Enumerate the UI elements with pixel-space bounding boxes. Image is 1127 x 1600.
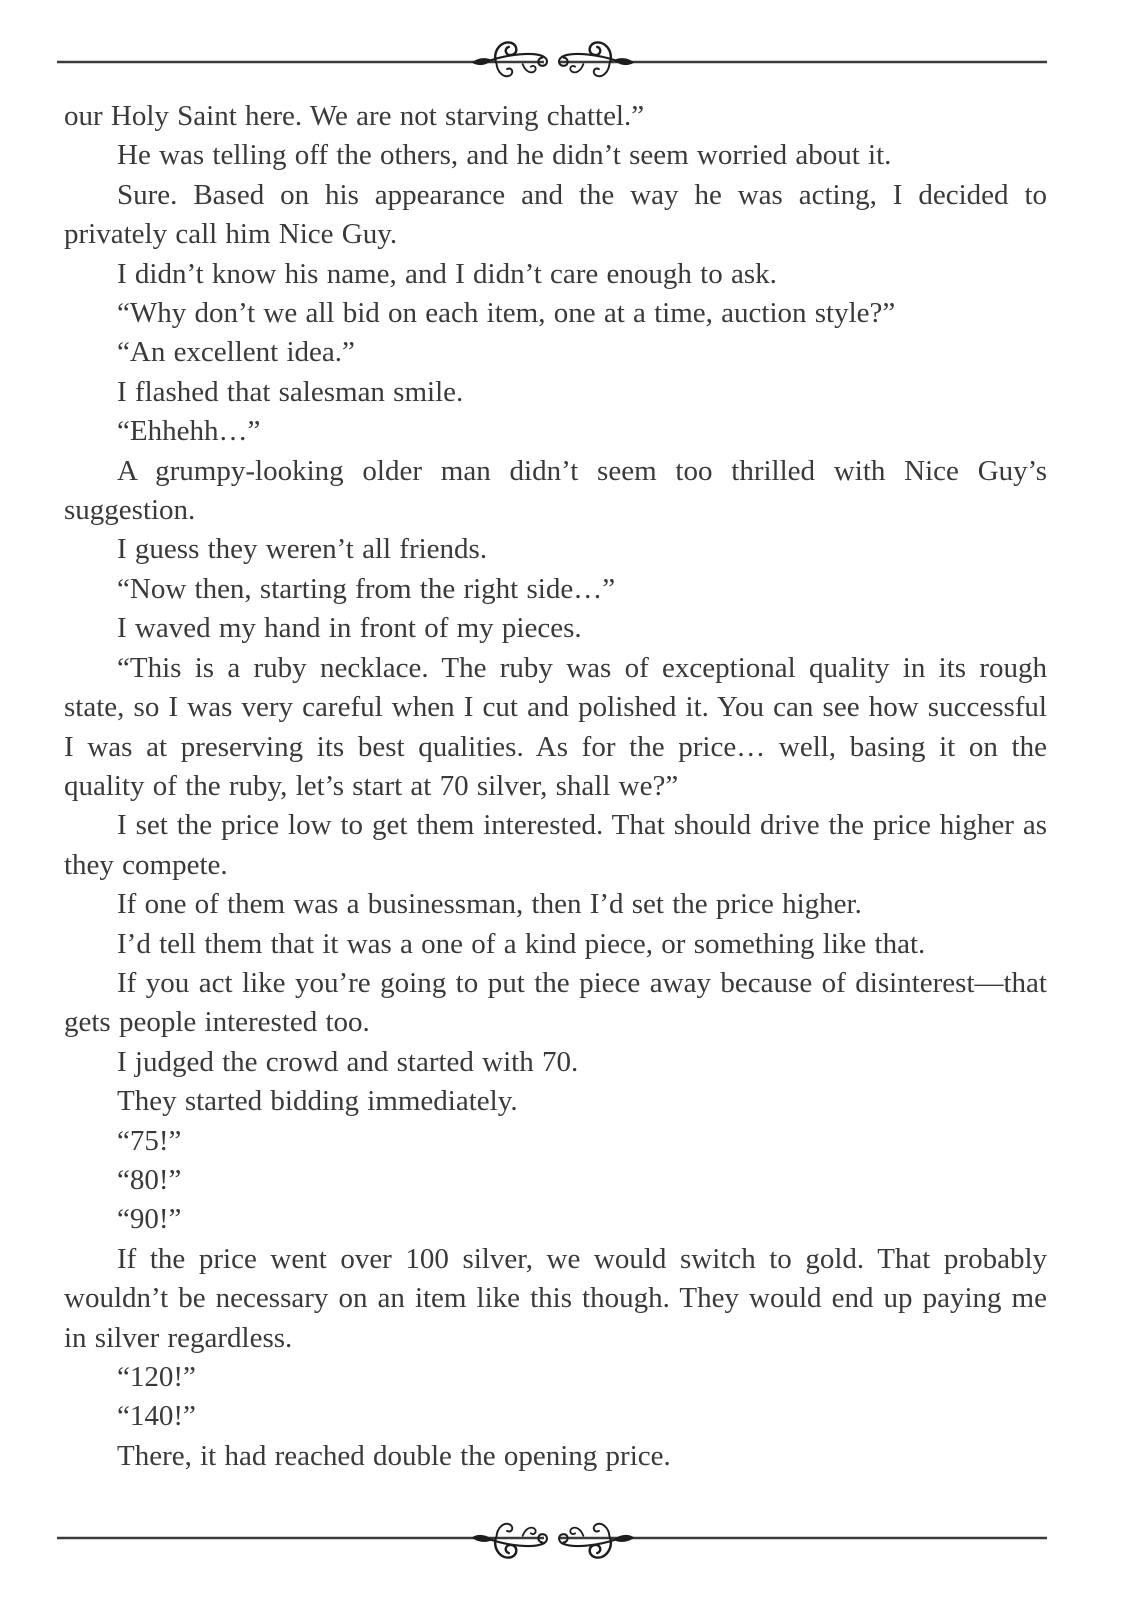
paragraph: “140!” [117, 1400, 196, 1433]
flourish-icon [559, 42, 634, 76]
paragraph: If you act like you’re going to put the piece away because of disinterest—that gets people interested too. [64, 966, 1047, 1039]
paragraph: “Why don’t we all bid on each item, one at a time, auction style?” [117, 297, 896, 330]
paragraph: He was telling off the others, and he didn’t seem worried about it. [117, 139, 892, 172]
paragraph: I’d tell them that it was a one of a kind piece, or something like that. [117, 927, 926, 960]
paragraph: “120!” [117, 1361, 196, 1393]
paragraph: If the price went over 100 silver, we would switch to gold. That probably wouldn’t be necessary on an item like this though. They would end up paying me in silver regardless. [64, 1242, 1047, 1354]
paragraph: I guess they weren’t all friends. [117, 533, 488, 566]
paragraph: “80!” [117, 1163, 182, 1196]
text-column [64, 97, 1047, 1476]
paragraph: “This is a ruby necklace. The ruby was of exceptional quality in its rough state, so I was very careful when I cut and polished it. You can see how successful I was at preserving its best qualities. As for the price… well, basing it on the quality of the ruby, let’s start at 70 silver, shall we?” [64, 651, 1047, 802]
paragraph: “An excellent idea.” [117, 336, 355, 369]
paragraph: I flashed that salesman smile. [117, 375, 464, 408]
paragraph: “Now then, starting from the right side…” [117, 572, 616, 605]
bottom-divider [57, 1503, 1047, 1573]
paragraph: “75!” [117, 1124, 182, 1157]
paragraph: I set the price low to get them interested. That should drive the price higher as they compete. [64, 809, 1047, 881]
flourish-icon [559, 1524, 634, 1558]
flourish-icon [472, 1524, 547, 1558]
paragraph: There, it had reached double the opening price. [117, 1439, 671, 1472]
paragraph: If one of them was a businessman, then I’d set the price higher. [117, 888, 862, 921]
paragraph: I judged the crowd and started with 70. [117, 1045, 579, 1078]
paragraph: our Holy Saint here. We are not starving chattel.” [64, 100, 645, 132]
paragraph: I didn’t know his name, and I didn’t care enough to ask. [117, 257, 777, 290]
paragraph: I waved my hand in front of my pieces. [117, 612, 582, 645]
paragraph: They started bidding immediately. [117, 1085, 518, 1118]
flourish-icon [472, 42, 547, 76]
paragraph: Sure. Based on his appearance and the way he was acting, I decided to privately call him Nice Guy. [64, 178, 1047, 251]
paragraph: A grumpy-looking older man didn’t seem too thrilled with Nice Guy’s suggestion. [64, 454, 1047, 527]
paragraph: “90!” [117, 1203, 182, 1236]
paragraph: “Ehhehh…” [117, 415, 261, 448]
top-divider [57, 27, 1047, 97]
